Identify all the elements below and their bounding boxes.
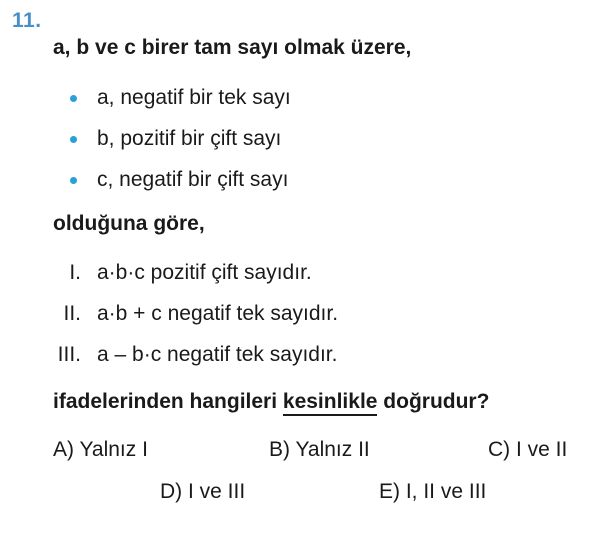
statement-text: a – b·c negatif tek sayıdır. <box>97 343 338 366</box>
statement-roman: III. <box>57 343 81 366</box>
bullet-icon <box>70 136 77 143</box>
prompt-end: doğrudur? <box>377 390 490 413</box>
option-d[interactable]: D) I ve III <box>160 480 246 503</box>
conditions-list <box>70 84 291 207</box>
question-number: 11. <box>12 9 42 32</box>
statement-item <box>0 300 597 341</box>
prompt-emphasis: kesinlikle <box>283 390 378 416</box>
bullet-icon <box>70 95 77 102</box>
statement-item <box>0 259 597 300</box>
statement-text: a·b·c pozitif çift sayıdır. <box>97 261 312 284</box>
condition-item <box>70 84 291 125</box>
condition-text: a, negatif bir tek sayı <box>97 86 291 109</box>
statement-text: a·b + c negatif tek sayıdır. <box>97 302 339 325</box>
statement-roman: II. <box>63 302 81 325</box>
option-a[interactable]: A) Yalnız I <box>53 438 148 461</box>
condition-item <box>70 125 291 166</box>
statement-item <box>0 341 597 382</box>
question-stem: a, b ve c birer tam sayı olmak üzere, <box>53 36 412 59</box>
statements-list <box>0 259 597 382</box>
condition-text: c, negatif bir çift sayı <box>97 168 289 191</box>
condition-text: b, pozitif bir çift sayı <box>97 127 282 150</box>
question-prompt <box>53 390 489 414</box>
statement-roman: I. <box>69 261 81 284</box>
option-c[interactable]: C) I ve II <box>488 438 568 461</box>
option-e[interactable]: E) I, II ve III <box>379 480 487 503</box>
prompt-start: ifadelerinden hangileri <box>53 390 283 413</box>
bullet-icon <box>70 177 77 184</box>
option-b[interactable]: B) Yalnız II <box>269 438 370 461</box>
connector-text: olduğuna göre, <box>53 212 205 235</box>
condition-item <box>70 166 291 207</box>
